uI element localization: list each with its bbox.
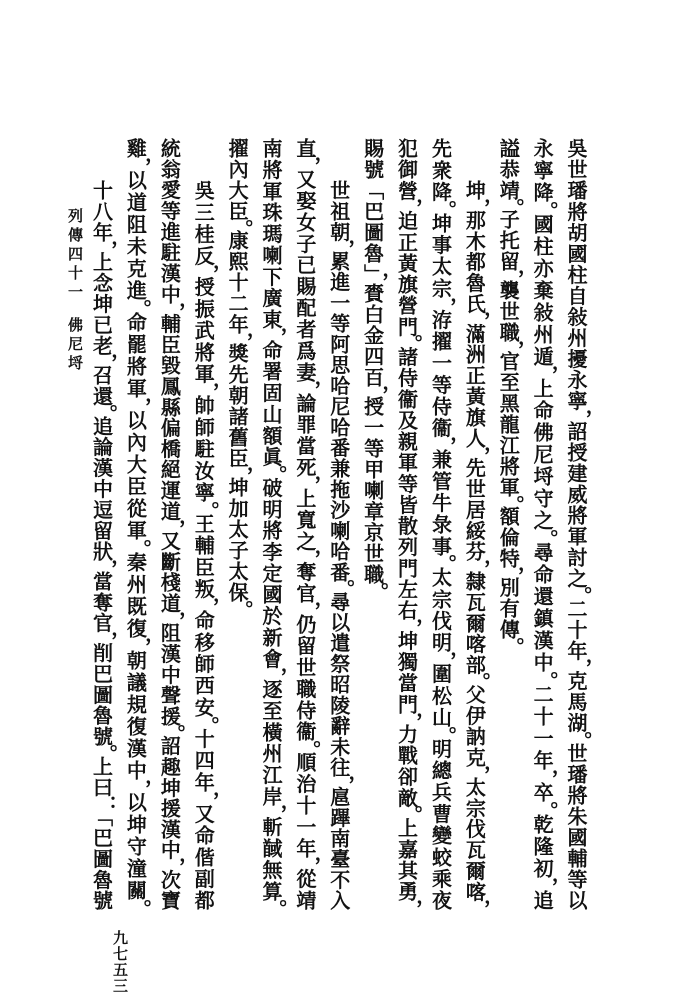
text-column-7: 賜號「巴圖魯」，賚白金四百，授一等甲喇章京世職。 (360, 138, 390, 590)
punctuation-mark: ， (535, 365, 560, 375)
punctuation-mark: ， (196, 263, 221, 274)
punctuation-mark: ， (162, 610, 187, 620)
punctuation-mark: 。 (128, 899, 153, 907)
text-column-15: 十八年，上念坤已老，召還。追論漢中逗留狀，當奪官，削巴圖魯號。上曰：「巴圖魯號 (89, 180, 119, 911)
page-number: 九七五三 (111, 930, 129, 994)
text-column-3: 謚恭靖。子托留，襲世職，官至黑龍江將軍。額倫特，別有傳。 (496, 138, 526, 645)
punctuation-mark: 。 (535, 671, 560, 681)
punctuation-mark: 。 (535, 801, 560, 811)
running-header-title: 佛尼埒 (66, 317, 84, 374)
punctuation-mark: ， (365, 385, 390, 393)
punctuation-mark: ， (297, 549, 322, 559)
punctuation-mark: 。 (399, 334, 424, 344)
text-body (83, 138, 592, 910)
punctuation-mark: 。 (501, 495, 526, 503)
text-column-2: 永寧降。國柱亦棄敍州遁，上命佛尼埒守之。尋命還鎮漢中。二十一年，卒。乾隆初，追 (530, 138, 560, 910)
text-column-9: 直，又娶女子已賜配者爲妻，論罪當死，上寬之，奪官，仍留世職侍衞。順治十一年，從靖 (292, 138, 322, 911)
punctuation-mark: ， (331, 774, 356, 784)
punctuation-mark: ， (501, 269, 526, 277)
punctuation-mark: ， (399, 899, 424, 908)
punctuation-mark: 。 (128, 539, 153, 549)
punctuation-mark: ， (433, 650, 458, 661)
punctuation-mark: 。 (501, 198, 526, 206)
punctuation-mark: ， (297, 475, 322, 485)
punctuation-mark: 。 (263, 464, 288, 475)
punctuation-mark: ， (263, 327, 288, 337)
punctuation-mark: ， (94, 353, 119, 362)
punctuation-mark: 。 (433, 554, 458, 565)
punctuation-mark: 。 (331, 579, 356, 589)
punctuation-mark: ， (535, 769, 560, 779)
punctuation-mark: ， (467, 445, 492, 455)
punctuation-mark: 。 (196, 500, 221, 511)
punctuation-mark: ， (128, 779, 153, 789)
punctuation-mark: ， (196, 382, 221, 392)
punctuation-mark: ， (94, 558, 119, 568)
text-column-13: 統翁愛等進駐漢中，輔臣毀鳳縣偏橋絕運道，又斷棧道，阻漢中聲援。詔趣坤援漢中，次寶 (157, 138, 187, 911)
punctuation-mark: ， (501, 340, 526, 348)
punctuation-mark: ， (94, 630, 119, 640)
punctuation-mark: 。 (196, 715, 221, 726)
punctuation-mark: 。 (569, 586, 593, 596)
punctuation-mark: ， (365, 272, 390, 280)
punctuation-mark: 。 (230, 600, 255, 608)
punctuation-mark: ， (297, 601, 322, 611)
text-column-10: 南將軍珠瑪喇下廣東，命署固山額眞。破明將李定國於新會，逐至橫州江岸，斬馘無算。 (258, 138, 288, 908)
punctuation-mark: ， (94, 239, 119, 249)
text-column-14: 雞，以道阻未克進。命罷將軍，以內大臣從軍。秦州既復，朝議規復漢中，以坤守潼關。 (123, 138, 153, 907)
punctuation-mark: 。 (230, 219, 255, 227)
punctuation-mark: 。 (365, 582, 390, 590)
punctuation-mark: ， (331, 239, 356, 248)
punctuation-mark: ， (162, 518, 187, 528)
punctuation-mark: ， (263, 804, 288, 814)
punctuation-mark: ， (162, 857, 187, 867)
punctuation-mark: ， (569, 408, 593, 418)
punctuation-mark: ， (128, 637, 153, 647)
punctuation-mark: ， (433, 296, 458, 307)
punctuation-mark: 。 (263, 899, 288, 908)
punctuation-mark: 。 (162, 723, 187, 733)
punctuation-mark: ， (297, 380, 322, 390)
punctuation-mark: ， (501, 566, 526, 574)
punctuation-mark: ， (569, 658, 593, 668)
punctuation-mark: ， (297, 856, 322, 866)
punctuation-mark: ， (230, 466, 255, 474)
punctuation-mark: ， (467, 197, 492, 207)
running-header-section: 列傳四十一 (66, 208, 84, 303)
punctuation-mark: ， (196, 597, 221, 607)
punctuation-mark: 。 (433, 725, 458, 736)
punctuation-mark: ， (467, 764, 492, 774)
punctuation-mark: 。 (535, 529, 560, 539)
punctuation-mark: ， (230, 332, 255, 340)
punctuation-mark: ， (535, 877, 560, 887)
punctuation-mark: 。 (94, 403, 119, 413)
punctuation-mark: 。 (501, 637, 526, 645)
punctuation-mark: ， (399, 711, 424, 721)
punctuation-mark: ， (433, 436, 458, 446)
running-header (66, 208, 84, 374)
text-column-4: 坤，那木都魯氏，滿洲正黃旗人，先世居綏芬，隸瓦爾喀部。父伊訥克，太宗伐瓦爾喀， (462, 180, 492, 908)
punctuation-mark: 。 (467, 672, 492, 682)
punctuation-mark: ， (128, 397, 153, 407)
punctuation-mark: 。 (297, 739, 322, 749)
punctuation-mark: ： (94, 794, 119, 804)
text-column-5: 先衆降。坤事太宗，洊擢一等侍衞，兼管牛彔事。太宗伐明，圍松山。明總兵曹變蛟乘夜 (428, 138, 458, 911)
punctuation-mark: ， (467, 899, 492, 908)
punctuation-mark: 。 (433, 200, 458, 210)
punctuation-mark: ， (467, 558, 492, 568)
punctuation-mark: ， (263, 666, 288, 676)
text-column-12: 吳三桂反，授振武將軍，帥師駐汝寧。王輔臣叛，命移師西安。十四年，又命偕副都 (191, 180, 221, 911)
punctuation-mark: ， (128, 157, 153, 167)
punctuation-mark: 。 (94, 743, 119, 753)
punctuation-mark: ， (297, 156, 322, 166)
punctuation-mark: ， (399, 618, 424, 628)
punctuation-mark: ， (467, 311, 492, 321)
punctuation-mark: 。 (535, 201, 560, 211)
punctuation-mark: 。 (128, 299, 153, 309)
text-column-8: 世祖朝，累進一等阿思哈尼哈番兼拖沙喇哈番。尋以遣祭昭陵辭未往，扈蹕南臺不入 (326, 180, 356, 911)
text-column-1: 吳世璠將胡國柱自敍州擾永寧，詔授建威將軍討之。二十年，克馬湖。世璠將朱國輔等以 (564, 138, 593, 911)
punctuation-mark: ， (162, 301, 187, 311)
text-column-11: 擢內大臣。康熙十二年，獎先朝諸舊臣，坤加太子太保。 (225, 138, 255, 608)
punctuation-mark: 。 (569, 730, 593, 740)
punctuation-mark: ， (196, 790, 221, 801)
text-column-6: 犯御營，迫正黃旗營門。諸侍衞及親軍等皆散列門左右，坤獨當門，力戰卻敵。上嘉其勇， (394, 138, 424, 908)
punctuation-mark: ， (399, 198, 424, 208)
punctuation-mark: 。 (399, 805, 424, 815)
